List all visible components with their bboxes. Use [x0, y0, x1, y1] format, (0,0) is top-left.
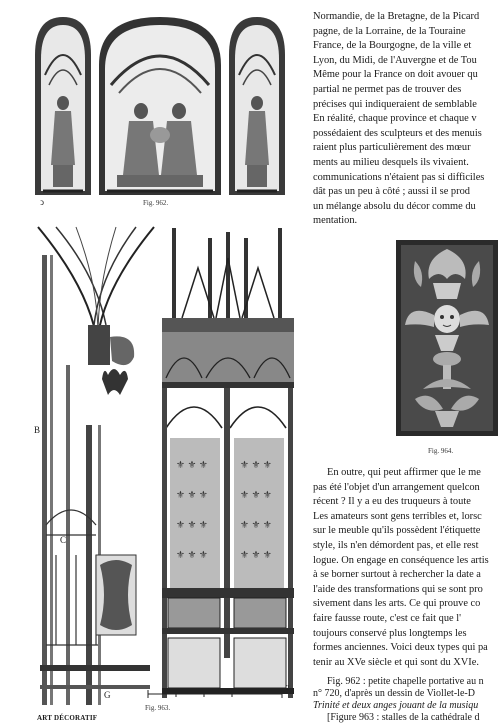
svg-text:⚜ ⚜ ⚜: ⚜ ⚜ ⚜ [176, 550, 208, 561]
text-line: toujours conservé plus longtemps les [313, 627, 467, 639]
figure-references [313, 676, 484, 724]
text-line: un mélange absolu du décor comme du [313, 200, 476, 212]
text-line: formes anciennes. Voici deux types qui pa [313, 642, 488, 654]
text-line: France, de la Bourgogne, de la ville et [313, 40, 472, 52]
figure-963-detail [36, 225, 156, 705]
text-line: dât pas un peu à côté ; aussi il se prod [313, 186, 470, 198]
figure-964-caption: Fig. 964. [428, 447, 454, 455]
text-line: Normandie, de la Bretagne, de la Picard [313, 11, 480, 22]
figure-962-triptych [33, 15, 288, 197]
figure-963-stalls [158, 228, 298, 698]
text-line: Lyon, du Midi, de l'Auvergne et de Tou [313, 54, 477, 66]
text-line: sivement dans les arts. Ce qui prouve co [313, 598, 481, 610]
text-line: Les amateurs sont gens terribles et, lorsc [313, 510, 482, 522]
svg-text:⚜ ⚜ ⚜: ⚜ ⚜ ⚜ [240, 550, 272, 561]
fig-962-reference: Fig. 962 : petite chapelle portative au n [327, 676, 484, 687]
figure-963-mark-b: B [34, 425, 41, 435]
figure-963-mark-g: G [104, 690, 111, 700]
text-line: récent ? Il y a eu des truqueurs à toute [313, 496, 471, 508]
text-line: tenir au XVe siècle et qui sont du XVIe. [313, 656, 479, 668]
triptych-center-panel [99, 17, 221, 195]
svg-text:⚜ ⚜ ⚜: ⚜ ⚜ ⚜ [240, 520, 272, 531]
body-text-bottom [313, 466, 489, 670]
figure-962-mark: ↄ [40, 197, 44, 207]
figure-963-mark-c: C [60, 535, 67, 545]
text-line: En outre, qui peut affirmer que le me [327, 467, 481, 478]
text-line: ments au milieu desquels ils vivaient. [313, 156, 469, 168]
text-line: Même pour la France on doit avouer qu [313, 69, 478, 81]
body-text-top [313, 10, 484, 229]
figure-963-scale-end: 2 [286, 684, 290, 692]
text-line: l'aide des transformations qui se sont pro [313, 583, 483, 595]
fig-962-reference-line3: Trinité et deux anges jouant de la musiqu [313, 700, 479, 711]
text-line: sur le meuble qu'ils possèdent l'étiquette [313, 525, 481, 537]
text-line: faire fausse route, c'est ce fait que l' [313, 612, 461, 624]
text-line: pas été l'objet d'un arrangement quelcon [313, 481, 480, 493]
text-line: raient plus particulièrement des mœur [313, 142, 471, 154]
text-line: possédaient des sculpteurs et des menuis [313, 127, 482, 139]
fig-963-reference: [Figure 963 : stalles de la cathédrale d [327, 712, 480, 723]
text-line: précises qui indiqueraient de semblable [313, 98, 477, 110]
figure-964-panel [395, 239, 499, 437]
svg-text:⚜ ⚜ ⚜: ⚜ ⚜ ⚜ [176, 490, 208, 501]
text-line: mentation. [313, 215, 358, 227]
figure-963-caption: Fig. 963. [145, 704, 171, 712]
triptych-right-panel [229, 17, 285, 195]
text-line: partial ne permet pas de trouver des [313, 83, 462, 95]
text-line: pagne, de la Lorraine, de la Touraine [313, 25, 466, 37]
text-line: style, ils n'en démordent pas, et elle rest [313, 539, 479, 551]
figure-962-caption: Fig. 962. [143, 199, 169, 207]
svg-text:⚜ ⚜ ⚜: ⚜ ⚜ ⚜ [240, 460, 272, 471]
svg-text:⚜ ⚜ ⚜: ⚜ ⚜ ⚜ [240, 490, 272, 501]
text-line: à se borner surtout à rechercher la date a [313, 569, 481, 581]
text-line: communications n'étaient pas si difficiles [313, 171, 485, 183]
text-line: logue. On engage en conséquence les artis [313, 554, 489, 566]
fig-962-reference-line2: n° 720, d'après un dessin de Viollet-le-D [313, 688, 475, 699]
running-head: ART DÉCORATIF [37, 714, 98, 722]
svg-text:⚜ ⚜ ⚜: ⚜ ⚜ ⚜ [176, 520, 208, 531]
figure-963-scale-bar [146, 688, 286, 700]
svg-text:⚜ ⚜ ⚜: ⚜ ⚜ ⚜ [176, 460, 208, 471]
text-line: En réalité, chaque province et chaque v [313, 113, 477, 125]
triptych-left-panel [35, 17, 91, 195]
